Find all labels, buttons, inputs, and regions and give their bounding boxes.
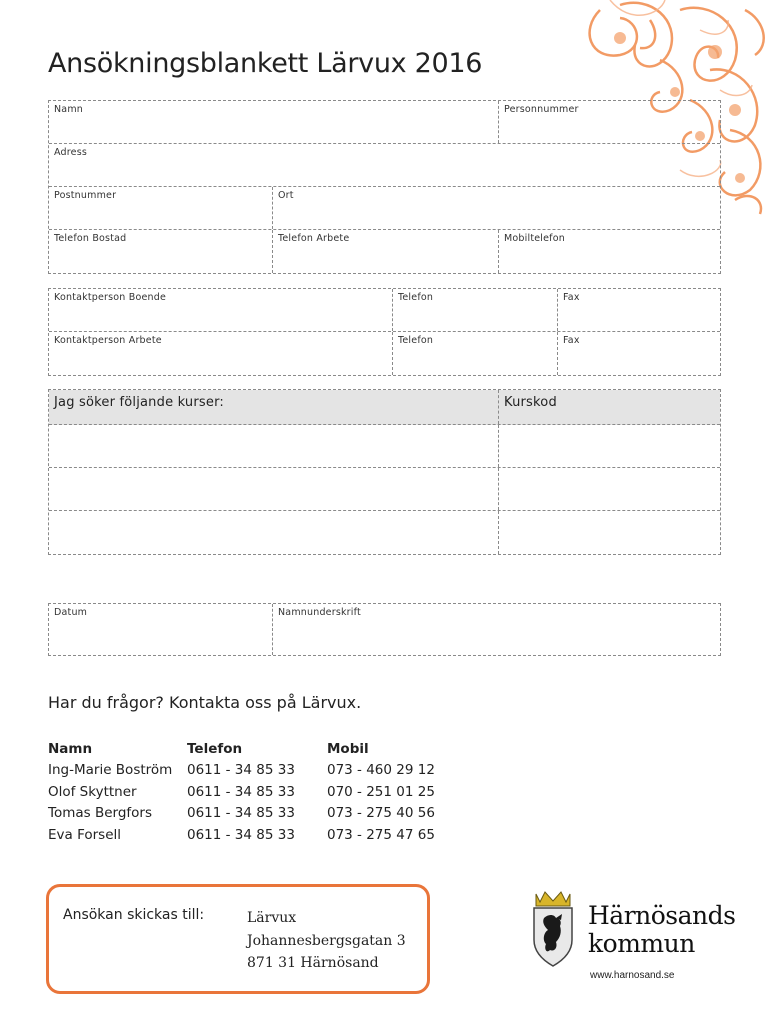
contact-name: Tomas Bergfors: [48, 805, 153, 822]
page-title: Ansökningsblankett Lärvux 2016: [48, 48, 483, 79]
list-item: [48, 803, 457, 825]
list-item: [48, 781, 457, 803]
contact-mobile: 073 - 275 47 65: [327, 826, 435, 843]
contact-name: Ing-Marie Boström: [48, 762, 173, 779]
list-item: [48, 824, 457, 846]
course-code-field[interactable]: [499, 468, 720, 510]
fax-label: Fax: [563, 335, 580, 346]
course-name-field[interactable]: [49, 511, 499, 554]
contact-phone: 0611 - 34 85 33: [187, 805, 295, 822]
signature-form: [48, 603, 721, 656]
course-row: [49, 511, 720, 554]
course-code-field[interactable]: [499, 511, 720, 554]
mailing-address: [247, 907, 406, 975]
questions-heading: Har du frågor? Kontakta oss på Lärvux.: [48, 693, 362, 712]
contact-mobile: 070 - 251 01 25: [327, 783, 435, 800]
course-name-field[interactable]: [49, 425, 499, 467]
contact-name: Olof Skyttner: [48, 783, 137, 800]
contact-phone: 0611 - 34 85 33: [187, 826, 295, 843]
municipality-name-line1: Härnösands: [588, 901, 736, 930]
contact-person-form: [48, 288, 721, 376]
courses-form: [48, 389, 721, 555]
coat-of-arms-icon: [528, 888, 578, 968]
courses-header: [49, 390, 499, 424]
website-link[interactable]: www.harnosand.se: [590, 970, 675, 981]
form-row: [49, 101, 720, 144]
mobiltelefon-field[interactable]: [499, 230, 720, 273]
datum-field[interactable]: [49, 604, 273, 655]
telefon-label: Telefon: [398, 292, 434, 303]
arbete-telefon-field[interactable]: [393, 332, 558, 375]
form-row: [49, 230, 720, 273]
form-row: [49, 144, 720, 187]
telefon-label: Telefon: [398, 335, 434, 346]
contact-list-header: [48, 738, 457, 760]
telefon-bostad-field[interactable]: [49, 230, 273, 273]
kontaktperson-boende-field[interactable]: [49, 289, 393, 331]
datum-label: Datum: [54, 607, 88, 618]
form-row: [49, 604, 720, 655]
ort-field[interactable]: [273, 187, 720, 229]
kurskod-label: Kurskod: [504, 395, 557, 410]
municipality-name-line2: kommun: [588, 929, 695, 958]
fax-label: Fax: [563, 292, 580, 303]
column-header-mobil: Mobil: [327, 740, 369, 757]
contact-phone: 0611 - 34 85 33: [187, 762, 295, 779]
courses-header-row: [49, 390, 720, 425]
column-header-name: Namn: [48, 740, 93, 757]
form-row: [49, 289, 720, 332]
boende-telefon-field[interactable]: [393, 289, 558, 331]
postnummer-field[interactable]: [49, 187, 273, 229]
ort-label: Ort: [278, 190, 294, 201]
adress-label: Adress: [54, 147, 88, 158]
personnummer-field[interactable]: [499, 101, 720, 143]
boende-fax-field[interactable]: [558, 289, 720, 331]
address-line: Lärvux: [247, 910, 297, 926]
course-row: [49, 425, 720, 468]
arbete-fax-field[interactable]: [558, 332, 720, 375]
kontaktperson-boende-label: Kontaktperson Boende: [54, 292, 167, 303]
telefon-arbete-field[interactable]: [273, 230, 499, 273]
courses-header-label: Jag söker följande kurser:: [54, 395, 224, 410]
contact-mobile: 073 - 460 29 12: [327, 762, 435, 779]
municipality-logo-text: [588, 902, 735, 958]
name-field[interactable]: [49, 101, 499, 143]
contact-name: Eva Forsell: [48, 826, 122, 843]
personnummer-label: Personnummer: [504, 104, 579, 115]
telefon-arbete-label: Telefon Arbete: [278, 233, 350, 244]
mailing-address-label: Ansökan skickas till:: [63, 907, 205, 923]
form-row: [49, 332, 720, 375]
column-header-telefon: Telefon: [187, 740, 243, 757]
contact-list: [48, 738, 457, 846]
namnunderskrift-label: Namnunderskrift: [278, 607, 361, 618]
postnummer-label: Postnummer: [54, 190, 117, 201]
contact-phone: 0611 - 34 85 33: [187, 783, 295, 800]
namnunderskrift-field[interactable]: [273, 604, 720, 655]
address-line: 871 31 Härnösand: [247, 955, 379, 971]
adress-field[interactable]: [49, 144, 720, 186]
mailing-address-box: [46, 884, 430, 994]
kontaktperson-arbete-label: Kontaktperson Arbete: [54, 335, 162, 346]
address-line: Johannesbergsgatan 3: [247, 932, 406, 949]
kontaktperson-arbete-field[interactable]: [49, 332, 393, 375]
form-row: [49, 187, 720, 230]
course-code-field[interactable]: [499, 425, 720, 467]
telefon-bostad-label: Telefon Bostad: [54, 233, 127, 244]
contact-mobile: 073 - 275 40 56: [327, 805, 435, 822]
course-name-field[interactable]: [49, 468, 499, 510]
personal-info-form: [48, 100, 721, 274]
mobiltelefon-label: Mobiltelefon: [504, 233, 565, 244]
course-row: [49, 468, 720, 511]
name-label: Namn: [54, 104, 84, 115]
kurskod-header: [499, 390, 720, 424]
list-item: [48, 760, 457, 782]
